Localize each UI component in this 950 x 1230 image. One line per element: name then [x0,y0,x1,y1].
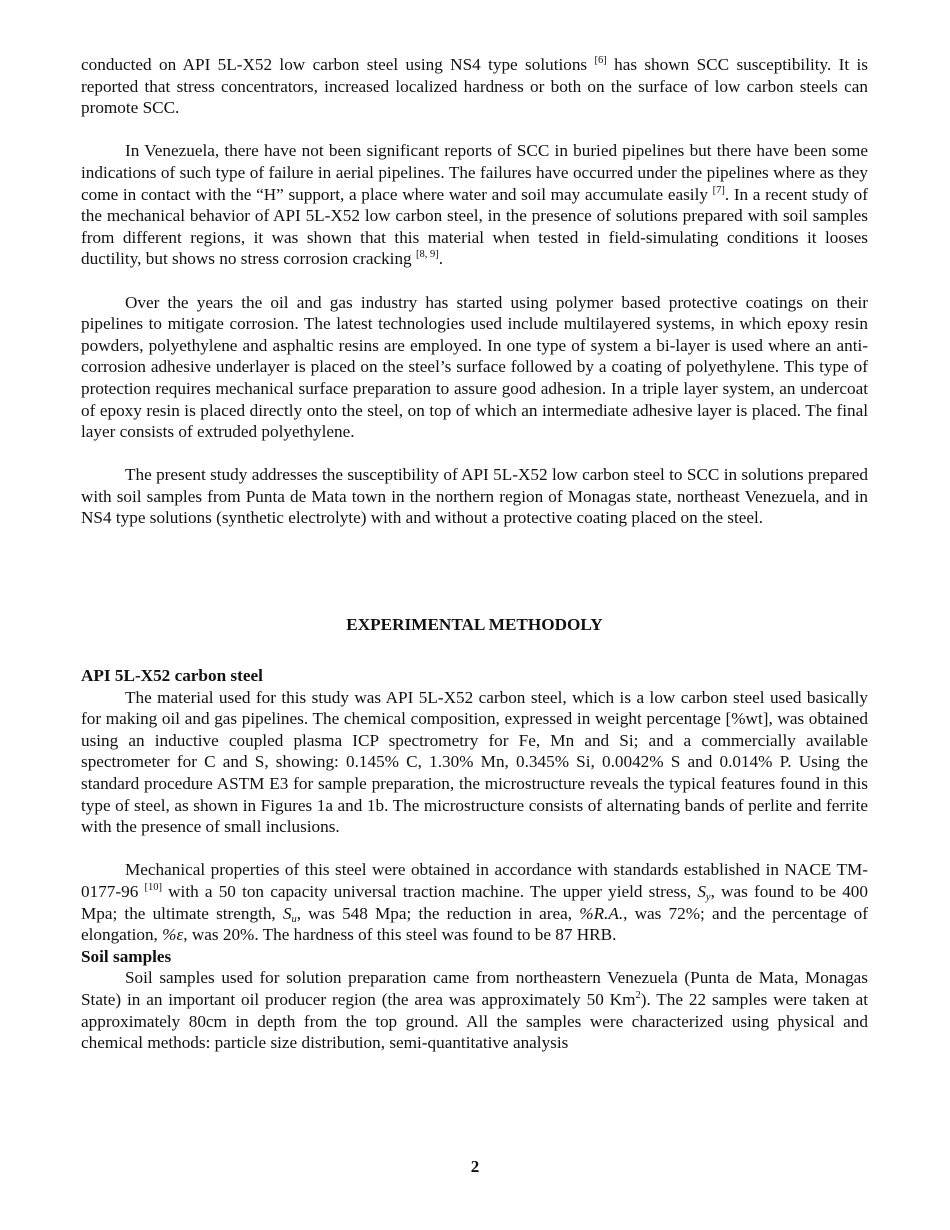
subsection-title: API 5L-X52 carbon steel [81,666,263,685]
text: , was 20%. The hardness of this steel was found to be 87 HRB. [183,925,617,945]
symbol-sub: u [291,913,297,925]
introduction-block [81,54,868,529]
text: conducted on API 5L-X52 low carbon steel using NS4 type solutions [81,55,595,74]
text: Soil samples used for solution preparation came from northeastern Venezuela (Punta de Mata, Monagas State) in an important oil producer region (the area was approximately 50 Km [81,968,868,1009]
citation: [10] [144,881,162,893]
citation: [6] [594,55,607,66]
methodology-block [81,665,868,1054]
page-number: 2 [470,1157,480,1176]
paragraph-mechanical [81,859,868,945]
text: has shown SCC susceptibility. It is reported that stress concentrators, increased localized hardness or both on the surface of low carbon steels can promote SCC. [81,55,868,118]
text: with a 50 ton capacity universal traction machine. The upper yield stress, [161,881,698,901]
symbol-base: S [282,903,292,923]
symbol-base: S [697,881,706,901]
citation: [7] [712,184,725,196]
paragraph-material: The material used for this study was API 5L-X52 carbon steel, which is a low carbon steel used basically for making oil and gas pipelines. The chemical composition, expressed in weight percentage [%wt], was obtained using an inductive coupled plasma ICP spectrometry for Fe, Mn and Si; and a commercially available spectrometer for C and S, showing: 0.145% C, 1.30% Mn, 0.345% Si, 0.0042% S and 0.014% P. Using the standard procedure ASTM E3 for sample preparation, the microstructure reveals the typical features found in this type of steel, as shown in Figures 1a and 1b. The microstructure consists of alternating bands of perlite and ferrite with the presence of small inclusions. [81,687,868,837]
paragraph-4: The present study addresses the susceptibility of API 5L-X52 low carbon steel to SCC in solutions prepared with soil samples from Punta de Mata town in the northern region of Monagas state, northeast Venezuela, and in NS4 type solutions (synthetic electrolyte) with and without a protective coating placed on the steel. [81,465,868,528]
text: . In a recent study of the mechanical behavior of API 5L-X52 low carbon steel, in the presence of solutions prepared with soil samples from different regions, it was shown that this material when tested in field-simulating conditions it looses ductility, but shows no stress corrosion cracking [81,184,868,269]
symbol-sy [697,882,710,901]
paragraph-1 [81,54,868,119]
text: , was found to be 400 Mpa; the ultimate strength, [81,881,868,923]
section-heading: EXPERIMENTAL METHODOLY [346,615,603,634]
symbol-ra: %R.A. [579,903,624,923]
paragraph-soil [81,967,868,1053]
text: In Venezuela, there have not been significant reports of SCC in buried pipelines but there have been some indications of such type of failure in aerial pipelines. The failures have occurred under the pipelines where as they come in contact with the “H” support, a place where water and soil may accumulate easily [81,141,868,204]
subsection-title: Soil samples [81,946,172,966]
text: , was 72%; and the percentage of elongation, [81,903,868,945]
paragraph-3: Over the years the oil and gas industry has started using polymer based protective coatings on their pipelines to mitigate corrosion. The latest technologies used include multilayered systems, in which epoxy resin powders, polyethylene and asphaltic resins are employed. In one type of system a bi-layer is used where an anti-corrosion adhesive underlayer is placed on the steel’s surface followed by a coating of polyethylene. This type of protection requires mechanical surface preparation to assure good adhesion. In a triple layer system, an undercoat of epoxy resin is placed directly onto the steel, on top of which an intermediate adhesive layer is placed. The final layer consists of extruded polyethylene. [81,292,868,442]
text: . [438,249,443,269]
symbol-elongation: %ε [162,925,184,945]
text: , was 548 Mpa; the reduction in area, [296,903,580,923]
symbol-sub: y [705,891,711,903]
symbol-su [283,904,297,923]
text: Mechanical properties of this steel were obtained in accordance with standards established in NACE TM-0177-96 [81,860,868,901]
text: ). The 22 samples were taken at approximately 80cm in depth from the top ground. All the samples were characterized using physical and chemical methods: particle size distribution, semi-quantitative analysis [81,989,868,1053]
superscript: 2 [635,989,641,1001]
citation: [8, 9] [415,249,439,261]
paragraph-2 [81,140,868,270]
